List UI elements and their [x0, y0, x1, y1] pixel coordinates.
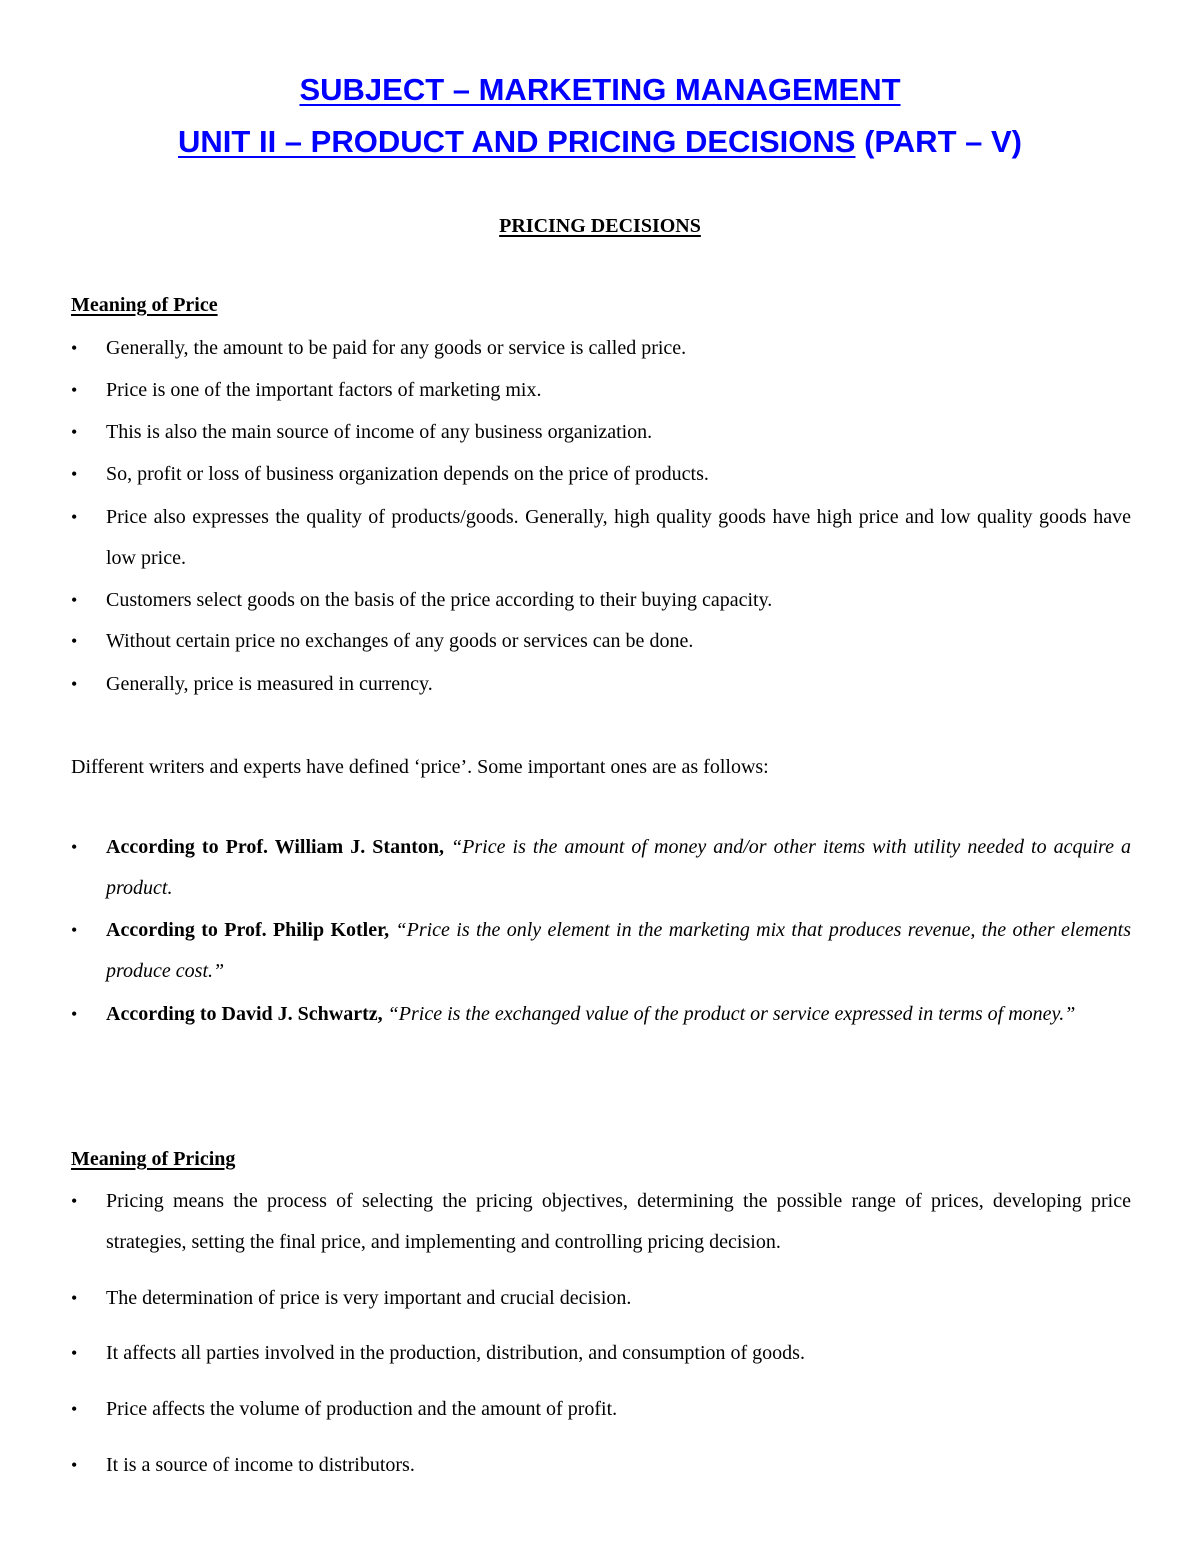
list-item — [71, 1389, 1131, 1430]
definitions-intro: Different writers and experts have defined ‘price’. Some important ones are as follows: — [71, 756, 769, 778]
bullet-icon: • — [71, 837, 78, 857]
definition-text — [106, 910, 1131, 992]
unit-title — [0, 124, 1200, 160]
list-item-text: Pricing means the process of selecting the pricing objectives, determining the possible range of prices, developing price strategies, setting the final price, and implementing and controlling pricing decision. — [106, 1190, 1131, 1253]
list-item-text: Price affects the volume of production and the amount of profit. — [106, 1398, 618, 1420]
definition-author: According to David J. Schwartz, — [106, 1003, 383, 1025]
subject-title — [0, 72, 1200, 108]
definition-author: According to Prof. Philip Kotler, — [106, 919, 390, 941]
list-item — [71, 580, 1131, 621]
definition-author: According to Prof. William J. Stanton, — [106, 836, 444, 858]
list-item — [71, 328, 1131, 369]
definition-item — [71, 994, 1131, 1035]
list-item-text: This is also the main source of income of any business organization. — [106, 421, 653, 443]
bullet-icon: • — [71, 464, 78, 484]
bullet-icon: • — [71, 1288, 78, 1308]
list-item-text: So, profit or loss of business organization depends on the price of products. — [106, 463, 709, 485]
bullet-icon: • — [71, 590, 78, 610]
bullet-icon: • — [71, 920, 78, 940]
list-item — [71, 454, 1131, 495]
list-item-text: Customers select goods on the basis of the price according to their buying capacity. — [106, 589, 773, 611]
bullet-icon: • — [71, 380, 78, 400]
list-item-text: Generally, price is measured in currency. — [106, 673, 433, 695]
definition-item — [71, 910, 1131, 992]
unit-title-underlined: UNIT II – PRODUCT AND PRICING DECISIONS — [178, 124, 856, 159]
bullet-icon: • — [71, 674, 78, 694]
bullet-icon: • — [71, 1455, 78, 1475]
list-item — [71, 664, 1131, 705]
section-title: PRICING DECISIONS — [499, 215, 701, 237]
definition-quote: “Price is the amount of money and/or other items with utility needed to acquire a product. — [106, 836, 1132, 899]
list-item-text: Price is one of the important factors of marketing mix. — [106, 379, 542, 401]
meaning-of-pricing-heading: Meaning of Pricing — [71, 1148, 236, 1170]
list-item — [71, 621, 1131, 662]
list-item-text: Generally, the amount to be paid for any goods or service is called price. — [106, 337, 687, 359]
list-item — [71, 370, 1131, 411]
definition-quote: “Price is the only element in the marketing mix that produces revenue, the other elements produce cost.” — [106, 919, 1131, 982]
list-item-text: It is a source of income to distributors. — [106, 1454, 415, 1476]
definition-text — [106, 827, 1131, 909]
list-item-text: Without certain price no exchanges of any goods or services can be done. — [106, 630, 694, 652]
definition-quote: “Price is the exchanged value of the product or service expressed in terms of money.” — [387, 1003, 1076, 1025]
bullet-icon: • — [71, 338, 78, 358]
list-item — [71, 1333, 1131, 1374]
bullet-icon: • — [71, 507, 78, 527]
list-item-text: Price also expresses the quality of products/goods. Generally, high quality goods have high price and low quality goods have low price. — [106, 506, 1131, 569]
bullet-icon: • — [71, 1004, 78, 1024]
definition-text — [106, 994, 1131, 1035]
unit-title-part: (PART – V) — [855, 124, 1022, 159]
definition-item — [71, 827, 1131, 909]
list-item — [71, 1181, 1131, 1263]
meaning-of-price-heading: Meaning of Price — [71, 294, 218, 316]
list-item — [71, 412, 1131, 453]
bullet-icon: • — [71, 631, 78, 651]
bullet-icon: • — [71, 422, 78, 442]
list-item — [71, 497, 1131, 579]
bullet-icon: • — [71, 1399, 78, 1419]
list-item-text: The determination of price is very important and crucial decision. — [106, 1287, 632, 1309]
bullet-icon: • — [71, 1191, 78, 1211]
bullet-icon: • — [71, 1343, 78, 1363]
list-item-text: It affects all parties involved in the production, distribution, and consumption of goods. — [106, 1342, 805, 1364]
subject-title-text: SUBJECT – MARKETING MANAGEMENT — [299, 72, 901, 107]
list-item — [71, 1445, 1131, 1486]
list-item — [71, 1278, 1131, 1319]
